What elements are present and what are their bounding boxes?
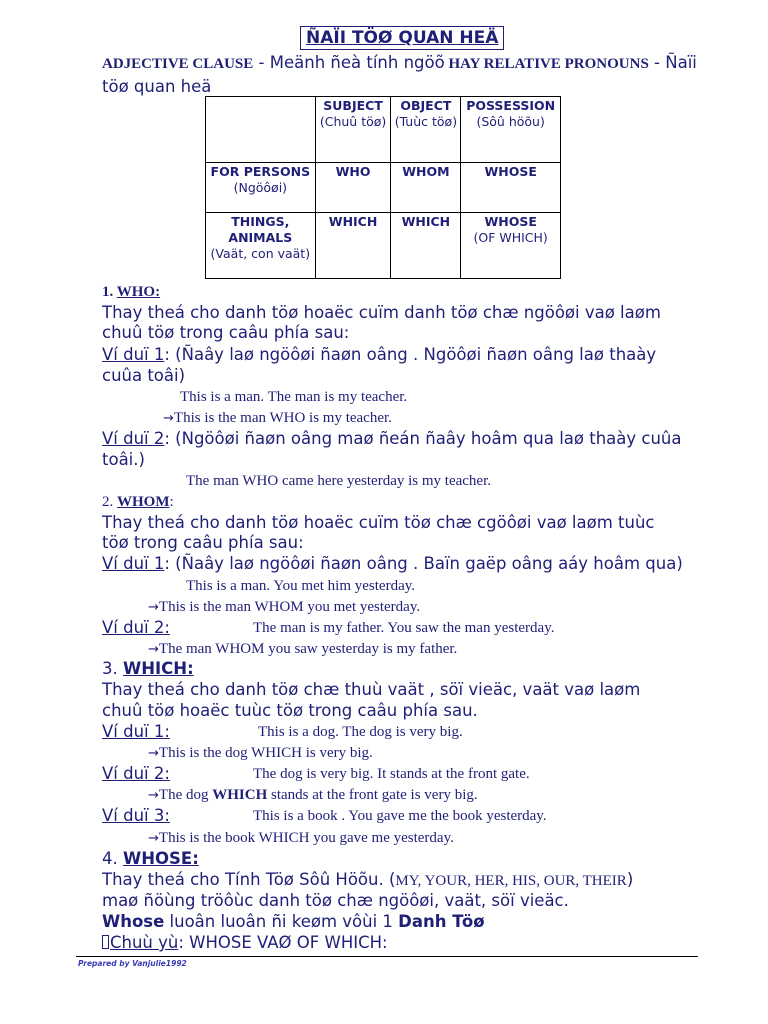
who-example-1: [102, 344, 656, 365]
which-example-2-english: The dog is very big. It stands at the front gate.: [253, 766, 530, 782]
result-text: This is the book WHICH you gave me yesterday.: [158, 830, 454, 846]
whose-note: [102, 932, 388, 953]
section-whose-heading: [102, 848, 199, 869]
arrow-icon: →: [148, 788, 159, 803]
header-label: SUBJECT: [323, 98, 383, 113]
section-who-heading: [102, 282, 160, 302]
note-label: Chuù yù: [110, 933, 179, 952]
which-example-1-result: [148, 743, 373, 764]
which-example-1-english: This is a dog. The dog is very big.: [258, 724, 463, 740]
cell-value: WHOSE: [484, 214, 537, 229]
row-label-bold: FOR PERSONS: [210, 164, 311, 179]
footer-credit: Prepared by Vanjulie1992: [78, 959, 187, 968]
footer-rule: [76, 956, 698, 957]
intro-dash: -: [648, 53, 666, 72]
who-example-1-result: [163, 408, 392, 429]
which-example-3-label: [102, 805, 170, 826]
who-example-2: [102, 428, 682, 449]
whom-example-1-english: This is a man. You met him yesterday.: [186, 578, 416, 594]
table-row: [206, 213, 561, 279]
result-text: The dog: [158, 787, 213, 803]
header-subject: [315, 97, 391, 163]
section-title: WHICH:: [123, 659, 194, 678]
table-cell: WHOSE: [461, 163, 561, 213]
who-example-1-cont: cuûa toâi): [102, 366, 186, 385]
example-label: Ví duï 1: [102, 345, 165, 364]
which-example-3-result: [148, 828, 454, 849]
section-number: 1.: [102, 284, 117, 300]
section-number: 3.: [102, 659, 123, 678]
table-cell: WHO: [315, 163, 391, 213]
whose-description: [102, 869, 633, 892]
desc-text: Thay theá cho Tính Töø Sôû Höõu. (: [102, 870, 396, 889]
which-example-3-english: This is a book . You gave me the book yesterday.: [253, 808, 547, 824]
arrow-icon: →: [148, 746, 159, 761]
intro-hay: HAY: [444, 56, 484, 72]
intro-relative-pronouns: RELATIVE PRONOUNS: [483, 56, 649, 72]
example-label: Ví duï 2: [102, 429, 165, 448]
intro-dash: -: [253, 53, 270, 72]
row-label-sub: (Ngöôøi): [233, 180, 288, 195]
intro: [102, 52, 752, 75]
table-cell: WHICH: [391, 213, 461, 279]
who-example-2-english: The man WHO came here yesterday is my teacher.: [186, 473, 492, 489]
intro-line2: töø quan heä: [102, 77, 212, 96]
result-text: This is the dog WHICH is very big.: [158, 745, 373, 761]
whom-description-2: töø trong caâu phía sau:: [102, 533, 304, 552]
which-description: Thay theá cho danh töø chæ thuù vaät , söï vieäc, vaät vaø laøm: [102, 680, 641, 699]
example-label: Ví duï 1:: [102, 722, 170, 741]
relative-pronoun-table: [205, 96, 561, 279]
which-example-1-label: [102, 721, 170, 742]
whom-example-2-english: The man is my father. You saw the man yesterday.: [253, 620, 555, 636]
row-label: [206, 163, 316, 213]
section-whom-heading: [102, 492, 174, 512]
result-keyword: WHICH: [212, 787, 268, 803]
whose-description-3: [102, 911, 485, 932]
arrow-icon: →: [163, 411, 174, 426]
intro-dai: Ñaïi: [665, 53, 697, 72]
whom-example-2-label: [102, 617, 170, 638]
result-text: stands at the front gate is very big.: [267, 787, 478, 803]
row-label-sub: (Vaät, con vaät): [210, 246, 311, 261]
which-example-2-label: [102, 763, 170, 784]
arrow-icon: →: [148, 831, 159, 846]
section-title: WHOSE:: [123, 849, 199, 868]
example-label: Ví duï 2:: [102, 618, 170, 637]
arrow-icon: →: [148, 642, 159, 657]
table-corner-cell: [206, 97, 316, 163]
intro-menh-de: Meänh ñeà tính ngöõ: [269, 53, 445, 72]
note-icon: [102, 935, 109, 949]
result-text: The man WHOM you saw yesterday is my father.: [158, 641, 458, 657]
which-description-2: chuû töø hoaëc tuùc töø trong caâu phía sau.: [102, 701, 478, 720]
header-object: [391, 97, 461, 163]
who-description-2: chuû töø trong caâu phía sau:: [102, 323, 350, 342]
arrow-icon: →: [148, 600, 159, 615]
who-description: Thay theá cho danh töø hoaëc cuïm danh töø chæ ngöôøi vaø laøm: [102, 303, 661, 322]
whose-description-2: maø ñöùng tröôùc danh töø chæ ngöôøi, vaät, söï vieäc.: [102, 891, 569, 910]
section-colon: :: [169, 494, 174, 510]
who-example-2-cont: toâi.): [102, 450, 145, 469]
result-text: This is the man WHO is my teacher.: [173, 410, 392, 426]
table-header-row: [206, 97, 561, 163]
whose-keyword: Whose: [102, 912, 165, 931]
table-row: [206, 163, 561, 213]
example-label: Ví duï 1: [102, 554, 165, 573]
example-label: Ví duï 2:: [102, 764, 170, 783]
table-cell: WHICH: [315, 213, 391, 279]
header-label: POSSESSION: [466, 98, 556, 113]
intro-adjective-clause: ADJECTIVE CLAUSE: [102, 56, 254, 72]
example-text: : (Ngöôøi ñaøn oâng maø ñeán ñaây hoâm qua laø thaày cuûa: [164, 429, 682, 448]
section-title: WHO:: [116, 284, 161, 300]
header-label: OBJECT: [400, 98, 452, 113]
header-sub: (Chuû töø): [319, 114, 387, 129]
section-number: 2.: [102, 494, 117, 510]
section-number: 4.: [102, 849, 123, 868]
cell-extra: (OF WHICH): [473, 230, 548, 245]
whom-example-1: [102, 553, 683, 574]
noun-keyword: Danh Töø: [398, 912, 485, 931]
desc-text: luoân luoân ñi keøm vôùi 1: [164, 912, 399, 931]
section-which-heading: [102, 658, 194, 679]
header-sub: (Sôû höõu): [476, 114, 545, 129]
note-text: : WHOSE VAØ OF WHICH:: [178, 933, 388, 952]
table-cell: [461, 213, 561, 279]
row-label-bold: THINGS, ANIMALS: [228, 214, 293, 245]
table-cell: WHOM: [391, 163, 461, 213]
section-title: WHOM: [117, 494, 170, 510]
who-example-1-english: This is a man. The man is my teacher.: [180, 389, 408, 405]
example-text: : (Ñaây laø ngöôøi ñaøn oâng . Baïn gaëp oâng aáy hoâm qua): [164, 554, 683, 573]
row-label: [206, 213, 316, 279]
page-title: ÑAÏI TÖØ QUAN HEÄ: [300, 26, 504, 50]
whom-example-1-result: [148, 597, 420, 618]
example-label: Ví duï 3:: [102, 806, 170, 825]
header-possession: [461, 97, 561, 163]
desc-text: ): [626, 870, 634, 889]
possessive-list: MY, YOUR, HER, HIS, OUR, THEIR: [395, 873, 627, 889]
result-text: This is the man WHOM you met yesterday.: [158, 599, 421, 615]
header-sub: (Tuùc töø): [394, 114, 458, 129]
example-text: : (Ñaây laø ngöôøi ñaøn oâng . Ngöôøi ñaøn oâng laø thaày: [164, 345, 657, 364]
whom-example-2-result: [148, 639, 457, 660]
which-example-2-result: [148, 785, 478, 806]
whom-description: Thay theá cho danh töø hoaëc cuïm töø chæ cgöôøi vaø laøm tuùc: [102, 513, 655, 532]
